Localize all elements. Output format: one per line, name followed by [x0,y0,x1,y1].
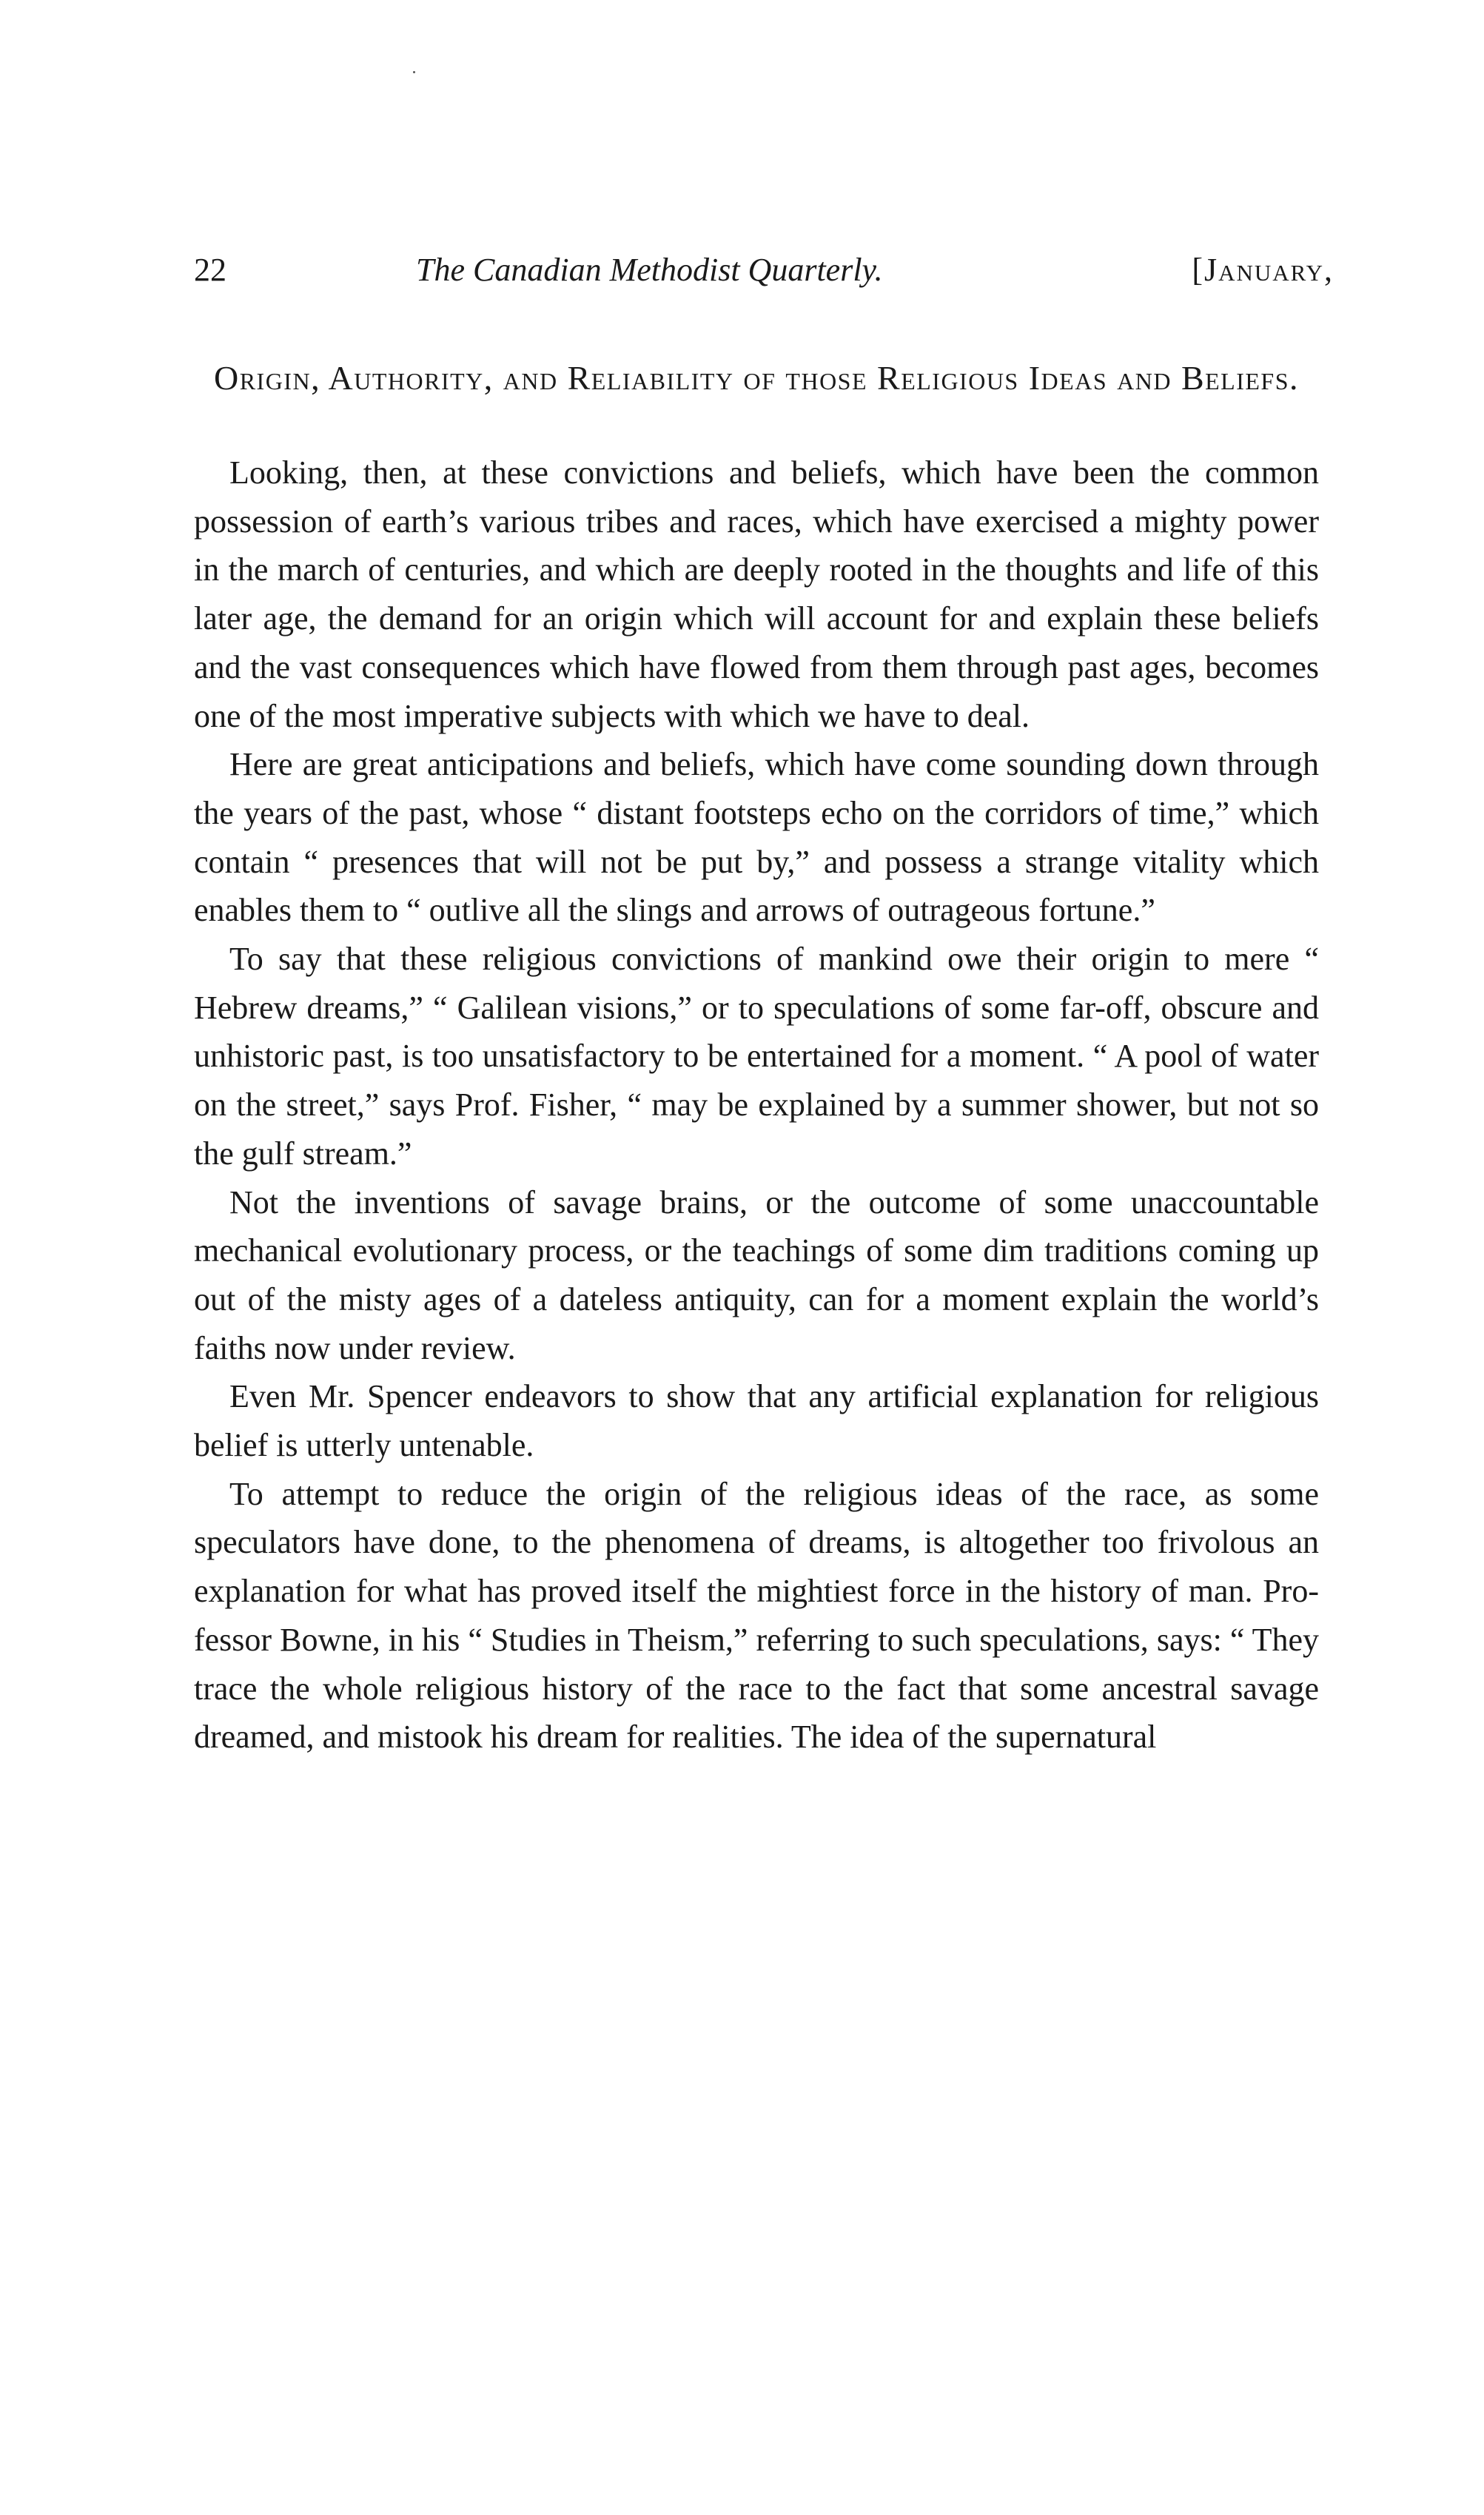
paragraph: Looking, then, at these convictions and beliefs, which have been the common possession of earth’s various tribes and races, which have exercised a mighty power in the march of centuries, and which are deeply rooted in the thoughts and life of this later age, the demand for an origin which will account for and explain these beliefs and the vast consequences which have flowed from them through past ages, becomes one of the most imperative subjects with which we have to deal. [194,454,1319,734]
paragraph: Even Mr. Spencer endeavors to show that any artificial explanation for religious belief is utterly untenable. [194,1378,1319,1464]
print-speck [413,71,415,73]
issue-label: [January, [1192,252,1334,288]
running-head [194,244,1334,296]
paragraph: To say that these religious convictions of mankind owe their origin to mere “ Hebrew dreams,” “ Galilean visions,” or to speculations of some far-off, obscure and unhistoric past, is too unsatisfactory to be entertained for a moment. “ A pool of water on the street,” says Prof. Fisher, “ may be explained by a summer shower, but not so the gulf stream.” [194,941,1319,1172]
section-heading: Origin, Authority, and Reliability of those Religious Ideas and Beliefs. [213,359,1300,397]
book-page [194,244,1334,1762]
body-text [194,449,1319,1762]
journal-title: The Canadian Methodist Quarterly. [416,252,883,288]
paragraph: To attempt to reduce the origin of the religious ideas of the race, as some speculators have done, to the phenomena of dreams, is altogether too frivolous an explanation for what has proved itself the mightiest force in the history of man. Professor Bowne, in his “ Studies in Theism,” referring to such speculations, says: “ They trace the whole religious history of the race to the fact that some ancestral savage dreamed, and mistook his dream for realities. The idea of the supernatural [194,1475,1319,1756]
page-number: 22 [194,252,226,288]
paragraph: Not the inventions of savage brains, or the outcome of some unaccountable mechanical evolutionary process, or the teachings of some dim traditions coming up out of the misty ages of a dateless antiquity, can for a moment explain the world’s faiths now under review. [194,1183,1319,1366]
paragraph: Here are great anticipations and beliefs, which have come sounding down through the years of the past, whose “ distant footsteps echo on the corridors of time,” which contain “ presences that will not be put by,” and possess a strange vitality which enables them to “ outlive all the slings and arrows of outrageous fortune.” [194,746,1319,929]
